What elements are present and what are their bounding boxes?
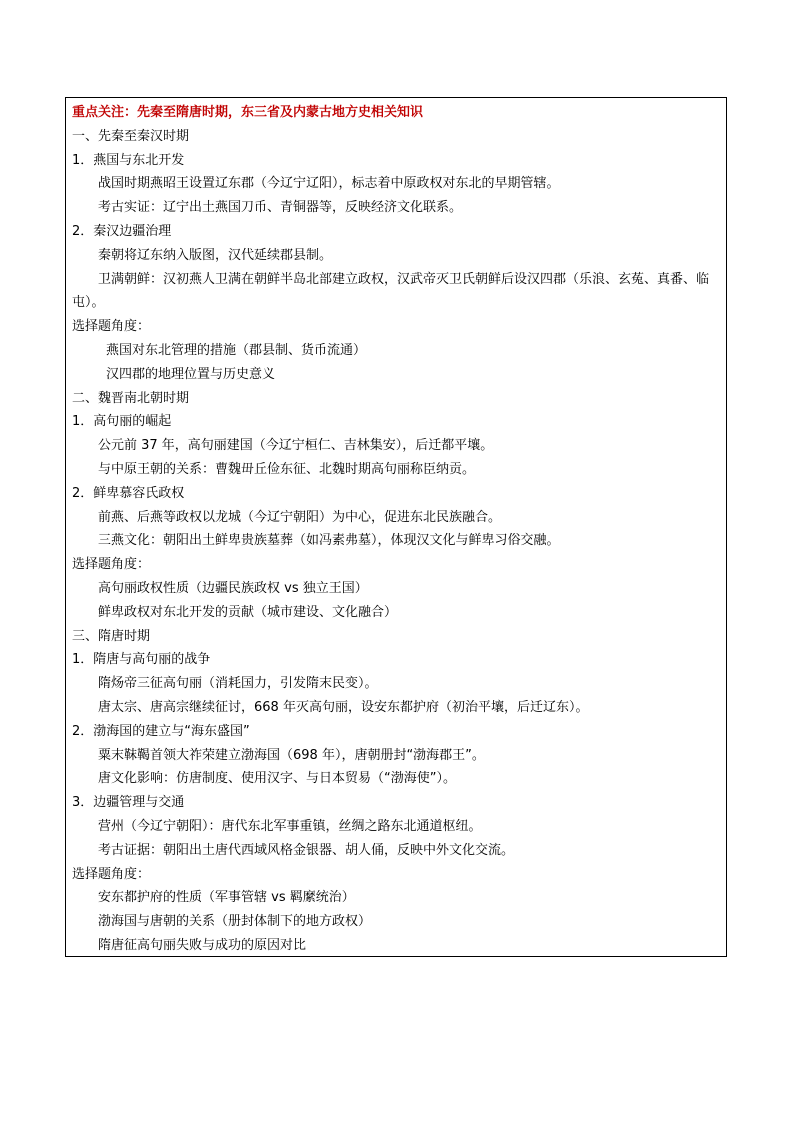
page-title: 重点关注：先秦至隋唐时期，东三省及内蒙古地方史相关知识 — [72, 105, 424, 120]
item-title: 2．秦汉边疆治理 — [72, 223, 172, 239]
content-box — [65, 97, 727, 957]
item-line: 前燕、后燕等政权以龙城（今辽宁朝阳）为中心，促进东北民族融合。 — [98, 509, 502, 525]
item-title: 3．边疆管理与交通 — [72, 795, 185, 811]
item-line: 公元前 37 年，高句丽建国（今辽宁桓仁、吉林集安），后迁都平壤。 — [98, 438, 494, 454]
choice-label: 选择题角度： — [72, 319, 151, 335]
item-line: 三燕文化：朝阳出土鲜卑贵族墓葬（如冯素弗墓），体现汉文化与鲜卑习俗交融。 — [98, 533, 560, 549]
item-line: 唐文化影响：仿唐制度、使用汉字、与日本贸易（“渤海使”）。 — [98, 771, 456, 787]
choice-item: 渤海国与唐朝的关系（册封体制下的地方政权） — [98, 914, 372, 930]
item-line: 秦朝将辽东纳入版图，汉代延续郡县制。 — [98, 247, 333, 263]
item-title: 2．渤海国的建立与“海东盛国” — [72, 723, 250, 739]
item-title: 1．高句丽的崛起 — [72, 414, 172, 430]
section-heading: 三、隋唐时期 — [72, 628, 151, 644]
item-line: 卫满朝鲜：汉初燕人卫满在朝鲜半岛北部建立政权，汉武帝灭卫氏朝鲜后设汉四郡（乐浪、玄菟、真番、临屯）。 — [72, 271, 710, 311]
item-line: 唐太宗、唐高宗继续征讨，668 年灭高句丽，设安东都护府（初治平壤，后迁辽东）。 — [98, 699, 589, 715]
choice-label: 选择题角度： — [72, 557, 151, 573]
choice-item: 鲜卑政权对东北开发的贡献（城市建设、文化融合） — [98, 604, 398, 620]
section-heading: 一、先秦至秦汉时期 — [72, 128, 190, 144]
section-heading: 二、魏晋南北朝时期 — [72, 390, 190, 406]
item-title: 2．鲜卑慕容氏政权 — [72, 485, 185, 501]
choice-item: 隋唐征高句丽失败与成功的原因对比 — [98, 937, 307, 953]
item-title: 1．燕国与东北开发 — [72, 152, 185, 168]
item-line: 考古实证：辽宁出土燕国刀币、青铜器等，反映经济文化联系。 — [98, 200, 463, 216]
choice-item: 安东都护府的性质（军事管辖 vs 羁縻统治） — [98, 890, 355, 906]
choice-label: 选择题角度： — [72, 866, 151, 882]
choice-item: 燕国对东北管理的措施（郡县制、货币流通） — [106, 342, 367, 358]
item-line: 战国时期燕昭王设置辽东郡（今辽宁辽阳），标志着中原政权对东北的早期管辖。 — [98, 176, 560, 192]
item-line: 营州（今辽宁朝阳）：唐代东北军事重镇，丝绸之路东北通道枢纽。 — [98, 818, 482, 834]
choice-item: 高句丽政权性质（边疆民族政权 vs 独立王国） — [98, 580, 368, 596]
item-line: 粟末靺鞨首领大祚荣建立渤海国（698 年），唐朝册封“渤海郡王”。 — [98, 747, 485, 763]
item-title: 1．隋唐与高句丽的战争 — [72, 652, 211, 668]
item-line: 考古证据：朝阳出土唐代西域风格金银器、胡人俑，反映中外文化交流。 — [98, 842, 515, 858]
item-line: 隋炀帝三征高句丽（消耗国力，引发隋末民变）。 — [98, 676, 378, 692]
choice-item: 汉四郡的地理位置与历史意义 — [106, 366, 276, 382]
item-line: 与中原王朝的关系：曹魏毌丘俭东征、北魏时期高句丽称臣纳贡。 — [98, 461, 476, 477]
